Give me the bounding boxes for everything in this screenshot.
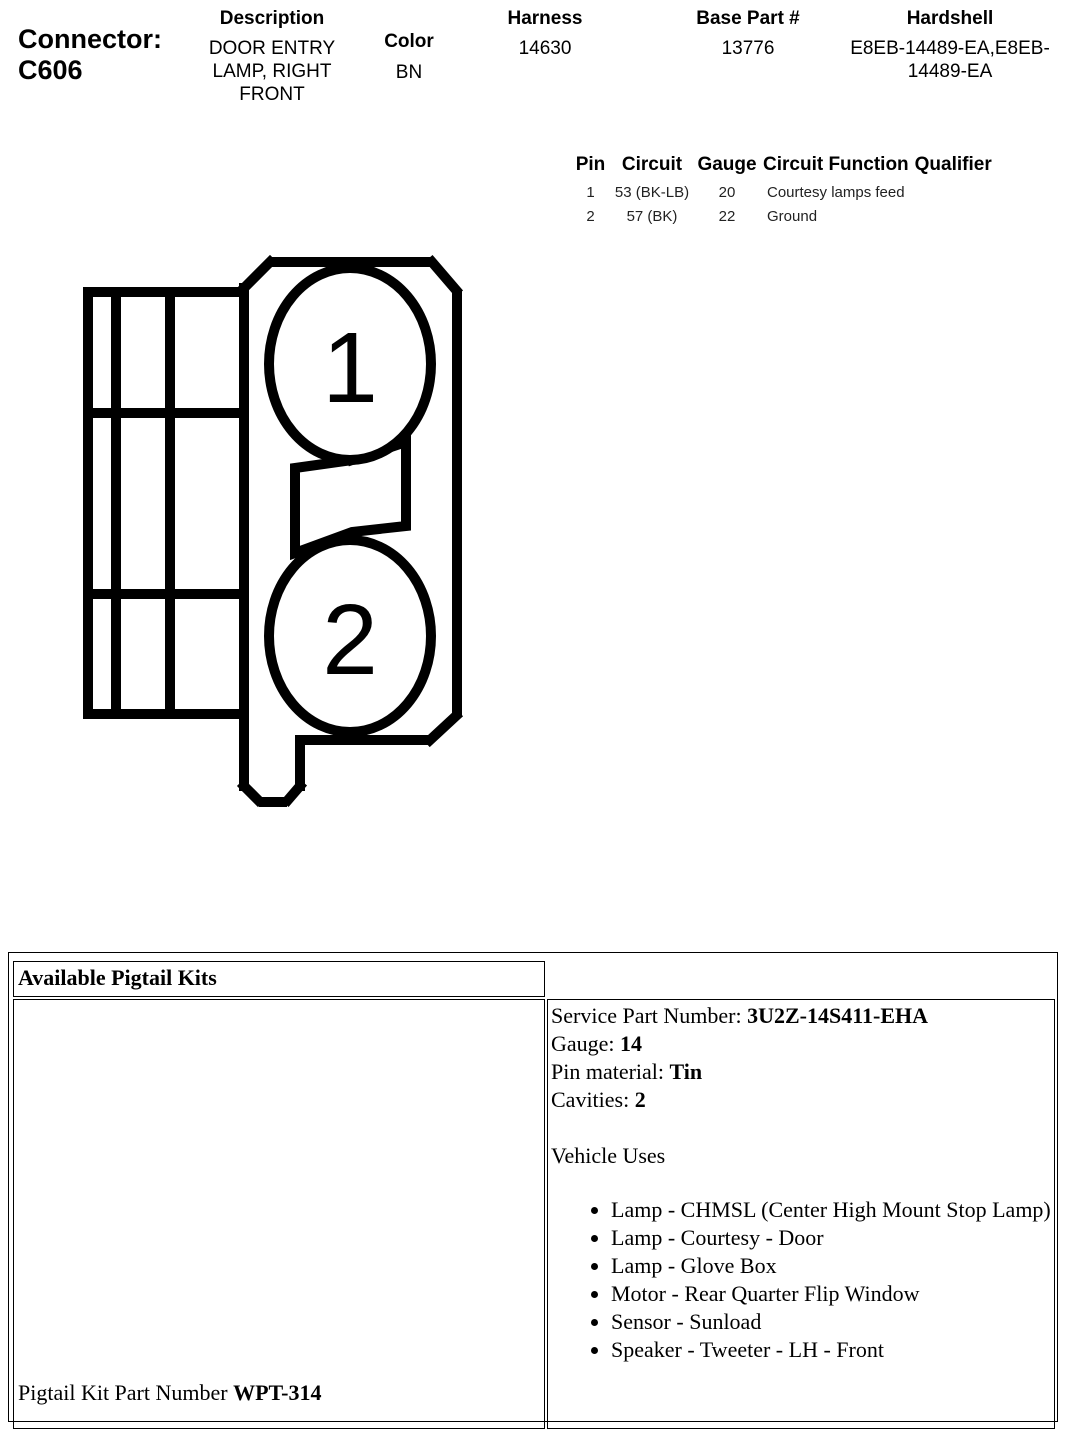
base-part-label: Base Part # (696, 8, 800, 29)
pigtail-kits-table (8, 952, 1058, 1422)
row-qualifier (915, 180, 992, 204)
gauge-label: Gauge: (551, 1031, 615, 1056)
row-circuit: 57 (BK) (626, 207, 678, 225)
pin-material-value: Tin (669, 1059, 703, 1084)
list-item: • Lamp - Courtesy - Door (611, 1224, 1051, 1252)
kit-part-value: WPT-314 (233, 1380, 322, 1405)
color-value: BN (395, 62, 423, 83)
hardshell-label: Hardshell (906, 8, 994, 29)
pin-table (568, 154, 992, 228)
gauge-value: 14 (620, 1031, 643, 1056)
connector-face-diagram (80, 250, 480, 820)
connector-id: C606 (18, 55, 83, 85)
row-pin: 1 (586, 183, 595, 201)
pin-material-label: Pin material: (551, 1059, 665, 1084)
col-pin: Pin (575, 154, 606, 175)
cavities-label: Cavities: (551, 1087, 630, 1112)
row-function: Ground (767, 207, 818, 225)
pigtail-kit-part-number (18, 1380, 322, 1406)
pin-material-line (551, 1058, 1051, 1086)
list-item: • Sensor - Sunload (611, 1308, 1051, 1336)
row-qualifier (915, 204, 992, 228)
description-label: Description (219, 8, 325, 29)
col-gauge: Gauge (697, 154, 757, 175)
row-gauge: 20 (718, 183, 736, 201)
table-row (568, 204, 992, 228)
base-part-value: 13776 (721, 38, 775, 59)
kit-part-label: Pigtail Kit Part Number (18, 1380, 228, 1405)
list-item: • Motor - Rear Quarter Flip Window (611, 1280, 1051, 1308)
list-item: • Lamp - CHMSL (Center High Mount Stop Lamp) (611, 1196, 1051, 1224)
latch-body (88, 292, 244, 714)
row-pin: 2 (586, 207, 595, 225)
description-value: DOOR ENTRY LAMP, RIGHT FRONT (208, 38, 336, 105)
harness-label: Harness (507, 8, 583, 29)
service-part-label: Service Part Number: (551, 1003, 742, 1028)
pigtail-kit-cell (13, 999, 545, 1429)
connector-label: Connector: (18, 24, 162, 54)
col-circuit-function: Circuit Function (763, 154, 909, 175)
pigtail-details-cell (547, 999, 1055, 1429)
service-part-value: 3U2Z-14S411-EHA (747, 1003, 929, 1028)
pin-table-header (568, 154, 992, 180)
list-item: • Lamp - Glove Box (611, 1252, 1051, 1280)
col-circuit: Circuit (621, 154, 683, 175)
row-gauge: 22 (718, 207, 736, 225)
pin-label-1: 1 (322, 312, 378, 424)
color-label: Color (384, 31, 434, 52)
pin-label-2: 2 (322, 584, 378, 696)
pigtail-kits-header: Available Pigtail Kits (13, 961, 545, 997)
cavities-value: 2 (634, 1087, 646, 1112)
vehicle-uses-list (551, 1196, 1051, 1364)
table-row (568, 180, 992, 204)
row-circuit: 53 (BK-LB) (614, 183, 690, 201)
gauge-line (551, 1030, 1051, 1058)
row-function: Courtesy lamps feed (767, 183, 905, 201)
list-item: • Speaker - Tweeter - LH - Front (611, 1336, 1051, 1364)
cavities-line (551, 1086, 1051, 1114)
col-qualifier: Qualifier (914, 154, 992, 175)
hardshell-value: E8EB-14489-EA,E8EB-14489-EA (850, 38, 1050, 82)
service-part-line (551, 1002, 1051, 1030)
vehicle-uses-label: Vehicle Uses (551, 1143, 666, 1168)
harness-value: 14630 (518, 38, 572, 59)
connector-heading (18, 24, 162, 86)
